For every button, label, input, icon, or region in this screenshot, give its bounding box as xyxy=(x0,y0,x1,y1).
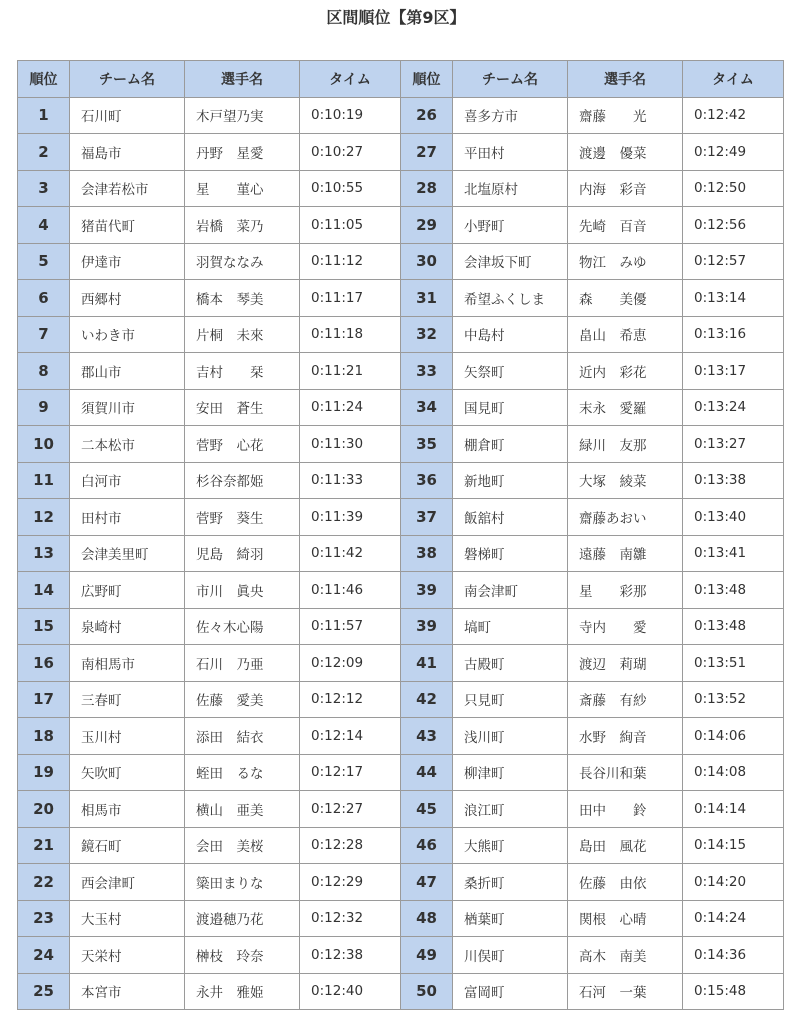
rank-cell: 4 xyxy=(18,207,70,244)
runner-name-cell: 関根 心晴 xyxy=(568,900,683,937)
team-name-cell: 浅川町 xyxy=(453,718,568,755)
time-cell: 0:11:24 xyxy=(300,389,401,426)
rank-cell: 42 xyxy=(401,681,453,718)
rank-cell: 21 xyxy=(18,827,70,864)
runner-name-cell: 添田 結衣 xyxy=(185,718,300,755)
rank-cell: 9 xyxy=(18,389,70,426)
header-rank: 順位 xyxy=(401,61,453,98)
rank-cell: 16 xyxy=(18,645,70,682)
results-table xyxy=(17,60,784,1010)
rank-cell: 30 xyxy=(401,243,453,280)
runner-name-cell: 寺内 愛 xyxy=(568,608,683,645)
table-row xyxy=(18,170,784,207)
runner-name-cell: 丹野 星愛 xyxy=(185,134,300,171)
table-row xyxy=(18,973,784,1010)
runner-name-cell: 渡辺 莉瑚 xyxy=(568,645,683,682)
runner-name-cell: 内海 彩音 xyxy=(568,170,683,207)
team-name-cell: 本宮市 xyxy=(70,973,185,1010)
team-name-cell: 会津美里町 xyxy=(70,535,185,572)
runner-name-cell: 簗田まりな xyxy=(185,864,300,901)
table-row xyxy=(18,316,784,353)
team-name-cell: 喜多方市 xyxy=(453,97,568,134)
time-cell: 0:12:14 xyxy=(300,718,401,755)
runner-name-cell: 榊枝 玲奈 xyxy=(185,937,300,974)
runner-name-cell: 斎藤 有紗 xyxy=(568,681,683,718)
time-cell: 0:11:05 xyxy=(300,207,401,244)
runner-name-cell: 市川 眞央 xyxy=(185,572,300,609)
rank-cell: 17 xyxy=(18,681,70,718)
team-name-cell: 北塩原村 xyxy=(453,170,568,207)
rank-cell: 27 xyxy=(401,134,453,171)
team-name-cell: 泉崎村 xyxy=(70,608,185,645)
team-name-cell: 柳津町 xyxy=(453,754,568,791)
time-cell: 0:14:24 xyxy=(683,900,784,937)
time-cell: 0:13:40 xyxy=(683,499,784,536)
rank-cell: 10 xyxy=(18,426,70,463)
time-cell: 0:12:40 xyxy=(300,973,401,1010)
table-row xyxy=(18,718,784,755)
team-name-cell: 田村市 xyxy=(70,499,185,536)
time-cell: 0:15:48 xyxy=(683,973,784,1010)
runner-name-cell: 横山 亜美 xyxy=(185,791,300,828)
team-name-cell: 只見町 xyxy=(453,681,568,718)
rank-cell: 35 xyxy=(401,426,453,463)
time-cell: 0:12:17 xyxy=(300,754,401,791)
table-row xyxy=(18,937,784,974)
team-name-cell: 相馬市 xyxy=(70,791,185,828)
rank-cell: 28 xyxy=(401,170,453,207)
team-name-cell: 南会津町 xyxy=(453,572,568,609)
rank-cell: 41 xyxy=(401,645,453,682)
team-name-cell: 棚倉町 xyxy=(453,426,568,463)
header-team: チーム名 xyxy=(70,61,185,98)
table-row xyxy=(18,134,784,171)
team-name-cell: 矢吹町 xyxy=(70,754,185,791)
time-cell: 0:12:38 xyxy=(300,937,401,974)
runner-name-cell: 星 彩那 xyxy=(568,572,683,609)
time-cell: 0:13:52 xyxy=(683,681,784,718)
header-time: タイム xyxy=(300,61,401,98)
table-header-row xyxy=(18,61,784,98)
runner-name-cell: 杉谷奈都姫 xyxy=(185,462,300,499)
header-time: タイム xyxy=(683,61,784,98)
time-cell: 0:12:56 xyxy=(683,207,784,244)
runner-name-cell: 木戸望乃実 xyxy=(185,97,300,134)
team-name-cell: 飯舘村 xyxy=(453,499,568,536)
runner-name-cell: 畠山 希恵 xyxy=(568,316,683,353)
table-row xyxy=(18,97,784,134)
runner-name-cell: 永井 雅姫 xyxy=(185,973,300,1010)
runner-name-cell: 星 菫心 xyxy=(185,170,300,207)
rank-cell: 3 xyxy=(18,170,70,207)
time-cell: 0:11:57 xyxy=(300,608,401,645)
rank-cell: 46 xyxy=(401,827,453,864)
rank-cell: 31 xyxy=(401,280,453,317)
rank-cell: 47 xyxy=(401,864,453,901)
table-row xyxy=(18,864,784,901)
results-body xyxy=(18,97,784,1010)
rank-cell: 6 xyxy=(18,280,70,317)
rank-cell: 1 xyxy=(18,97,70,134)
table-row xyxy=(18,535,784,572)
time-cell: 0:14:08 xyxy=(683,754,784,791)
rank-cell: 8 xyxy=(18,353,70,390)
runner-name-cell: 先崎 百音 xyxy=(568,207,683,244)
team-name-cell: 福島市 xyxy=(70,134,185,171)
team-name-cell: 伊達市 xyxy=(70,243,185,280)
team-name-cell: 平田村 xyxy=(453,134,568,171)
rank-cell: 15 xyxy=(18,608,70,645)
team-name-cell: 富岡町 xyxy=(453,973,568,1010)
time-cell: 0:12:32 xyxy=(300,900,401,937)
rank-cell: 45 xyxy=(401,791,453,828)
time-cell: 0:12:09 xyxy=(300,645,401,682)
table-row xyxy=(18,353,784,390)
time-cell: 0:13:24 xyxy=(683,389,784,426)
rank-cell: 29 xyxy=(401,207,453,244)
rank-cell: 23 xyxy=(18,900,70,937)
header-team: チーム名 xyxy=(453,61,568,98)
time-cell: 0:11:30 xyxy=(300,426,401,463)
team-name-cell: 猪苗代町 xyxy=(70,207,185,244)
team-name-cell: 中島村 xyxy=(453,316,568,353)
team-name-cell: 国見町 xyxy=(453,389,568,426)
rank-cell: 37 xyxy=(401,499,453,536)
time-cell: 0:13:51 xyxy=(683,645,784,682)
team-name-cell: 大熊町 xyxy=(453,827,568,864)
runner-name-cell: 森 美優 xyxy=(568,280,683,317)
time-cell: 0:11:17 xyxy=(300,280,401,317)
team-name-cell: 西会津町 xyxy=(70,864,185,901)
time-cell: 0:12:12 xyxy=(300,681,401,718)
team-name-cell: 会津坂下町 xyxy=(453,243,568,280)
time-cell: 0:13:48 xyxy=(683,572,784,609)
runner-name-cell: 長谷川和葉 xyxy=(568,754,683,791)
runner-name-cell: 児島 綺羽 xyxy=(185,535,300,572)
time-cell: 0:13:38 xyxy=(683,462,784,499)
header-runner: 選手名 xyxy=(568,61,683,98)
team-name-cell: 会津若松市 xyxy=(70,170,185,207)
runner-name-cell: 渡邉穂乃花 xyxy=(185,900,300,937)
runner-name-cell: 近内 彩花 xyxy=(568,353,683,390)
header-rank: 順位 xyxy=(18,61,70,98)
rank-cell: 32 xyxy=(401,316,453,353)
runner-name-cell: 遠藤 南雛 xyxy=(568,535,683,572)
rank-cell: 33 xyxy=(401,353,453,390)
table-row xyxy=(18,499,784,536)
runner-name-cell: 菅野 葵生 xyxy=(185,499,300,536)
team-name-cell: 三春町 xyxy=(70,681,185,718)
time-cell: 0:14:15 xyxy=(683,827,784,864)
team-name-cell: 塙町 xyxy=(453,608,568,645)
runner-name-cell: 水野 絢音 xyxy=(568,718,683,755)
runner-name-cell: 岩橋 菜乃 xyxy=(185,207,300,244)
time-cell: 0:11:46 xyxy=(300,572,401,609)
rank-cell: 20 xyxy=(18,791,70,828)
team-name-cell: 大玉村 xyxy=(70,900,185,937)
team-name-cell: 浪江町 xyxy=(453,791,568,828)
team-name-cell: 石川町 xyxy=(70,97,185,134)
time-cell: 0:12:50 xyxy=(683,170,784,207)
table-row xyxy=(18,389,784,426)
table-row xyxy=(18,900,784,937)
runner-name-cell: 会田 美桜 xyxy=(185,827,300,864)
rank-cell: 24 xyxy=(18,937,70,974)
rank-cell: 18 xyxy=(18,718,70,755)
team-name-cell: 鏡石町 xyxy=(70,827,185,864)
time-cell: 0:14:20 xyxy=(683,864,784,901)
runner-name-cell: 石河 一葉 xyxy=(568,973,683,1010)
table-row xyxy=(18,426,784,463)
rank-cell: 38 xyxy=(401,535,453,572)
runner-name-cell: 物江 みゆ xyxy=(568,243,683,280)
rank-cell: 43 xyxy=(401,718,453,755)
team-name-cell: 天栄村 xyxy=(70,937,185,974)
team-name-cell: 希望ふくしま xyxy=(453,280,568,317)
rank-cell: 49 xyxy=(401,937,453,974)
runner-name-cell: 佐藤 愛美 xyxy=(185,681,300,718)
team-name-cell: 磐梯町 xyxy=(453,535,568,572)
team-name-cell: 新地町 xyxy=(453,462,568,499)
rank-cell: 11 xyxy=(18,462,70,499)
rank-cell: 39 xyxy=(401,608,453,645)
team-name-cell: 古殿町 xyxy=(453,645,568,682)
runner-name-cell: 吉村 栞 xyxy=(185,353,300,390)
team-name-cell: 楢葉町 xyxy=(453,900,568,937)
runner-name-cell: 佐藤 由依 xyxy=(568,864,683,901)
rank-cell: 26 xyxy=(401,97,453,134)
runner-name-cell: 大塚 綾菜 xyxy=(568,462,683,499)
time-cell: 0:13:48 xyxy=(683,608,784,645)
rank-cell: 2 xyxy=(18,134,70,171)
table-row xyxy=(18,827,784,864)
runner-name-cell: 齋藤あおい xyxy=(568,499,683,536)
header-runner: 選手名 xyxy=(185,61,300,98)
team-name-cell: 西郷村 xyxy=(70,280,185,317)
runner-name-cell: 安田 蒼生 xyxy=(185,389,300,426)
time-cell: 0:13:14 xyxy=(683,280,784,317)
time-cell: 0:10:19 xyxy=(300,97,401,134)
rank-cell: 5 xyxy=(18,243,70,280)
rank-cell: 22 xyxy=(18,864,70,901)
time-cell: 0:13:41 xyxy=(683,535,784,572)
time-cell: 0:10:55 xyxy=(300,170,401,207)
rank-cell: 50 xyxy=(401,973,453,1010)
time-cell: 0:13:17 xyxy=(683,353,784,390)
time-cell: 0:11:33 xyxy=(300,462,401,499)
rank-cell: 19 xyxy=(18,754,70,791)
team-name-cell: 須賀川市 xyxy=(70,389,185,426)
runner-name-cell: 渡邊 優菜 xyxy=(568,134,683,171)
rank-cell: 14 xyxy=(18,572,70,609)
time-cell: 0:11:21 xyxy=(300,353,401,390)
team-name-cell: 郡山市 xyxy=(70,353,185,390)
runner-name-cell: 羽賀ななみ xyxy=(185,243,300,280)
time-cell: 0:12:49 xyxy=(683,134,784,171)
time-cell: 0:11:18 xyxy=(300,316,401,353)
table-row xyxy=(18,462,784,499)
team-name-cell: 白河市 xyxy=(70,462,185,499)
page-title: 区間順位【第9区】 xyxy=(326,8,466,27)
time-cell: 0:12:57 xyxy=(683,243,784,280)
rank-cell: 25 xyxy=(18,973,70,1010)
team-name-cell: 玉川村 xyxy=(70,718,185,755)
table-row xyxy=(18,572,784,609)
rank-cell: 44 xyxy=(401,754,453,791)
time-cell: 0:13:27 xyxy=(683,426,784,463)
rank-cell: 13 xyxy=(18,535,70,572)
time-cell: 0:14:14 xyxy=(683,791,784,828)
time-cell: 0:10:27 xyxy=(300,134,401,171)
time-cell: 0:13:16 xyxy=(683,316,784,353)
runner-name-cell: 橋本 琴美 xyxy=(185,280,300,317)
runner-name-cell: 佐々木心陽 xyxy=(185,608,300,645)
team-name-cell: 二本松市 xyxy=(70,426,185,463)
table-row xyxy=(18,608,784,645)
table-row xyxy=(18,243,784,280)
rank-cell: 39 xyxy=(401,572,453,609)
runner-name-cell: 片桐 未來 xyxy=(185,316,300,353)
table-row xyxy=(18,645,784,682)
time-cell: 0:12:42 xyxy=(683,97,784,134)
rank-cell: 36 xyxy=(401,462,453,499)
rank-cell: 7 xyxy=(18,316,70,353)
team-name-cell: 桑折町 xyxy=(453,864,568,901)
team-name-cell: 広野町 xyxy=(70,572,185,609)
runner-name-cell: 齋藤 光 xyxy=(568,97,683,134)
runner-name-cell: 末永 愛羅 xyxy=(568,389,683,426)
runner-name-cell: 緑川 友那 xyxy=(568,426,683,463)
table-row xyxy=(18,754,784,791)
team-name-cell: 矢祭町 xyxy=(453,353,568,390)
runner-name-cell: 高木 南美 xyxy=(568,937,683,974)
rank-cell: 48 xyxy=(401,900,453,937)
runner-name-cell: 蛭田 るな xyxy=(185,754,300,791)
time-cell: 0:12:28 xyxy=(300,827,401,864)
time-cell: 0:11:42 xyxy=(300,535,401,572)
table-row xyxy=(18,791,784,828)
team-name-cell: いわき市 xyxy=(70,316,185,353)
table-row xyxy=(18,280,784,317)
table-row xyxy=(18,681,784,718)
table-row xyxy=(18,207,784,244)
time-cell: 0:14:06 xyxy=(683,718,784,755)
time-cell: 0:12:27 xyxy=(300,791,401,828)
team-name-cell: 小野町 xyxy=(453,207,568,244)
team-name-cell: 川俣町 xyxy=(453,937,568,974)
rank-cell: 12 xyxy=(18,499,70,536)
runner-name-cell: 島田 風花 xyxy=(568,827,683,864)
time-cell: 0:11:12 xyxy=(300,243,401,280)
rank-cell: 34 xyxy=(401,389,453,426)
time-cell: 0:12:29 xyxy=(300,864,401,901)
runner-name-cell: 菅野 心花 xyxy=(185,426,300,463)
time-cell: 0:14:36 xyxy=(683,937,784,974)
team-name-cell: 南相馬市 xyxy=(70,645,185,682)
runner-name-cell: 石川 乃亜 xyxy=(185,645,300,682)
time-cell: 0:11:39 xyxy=(300,499,401,536)
runner-name-cell: 田中 鈴 xyxy=(568,791,683,828)
